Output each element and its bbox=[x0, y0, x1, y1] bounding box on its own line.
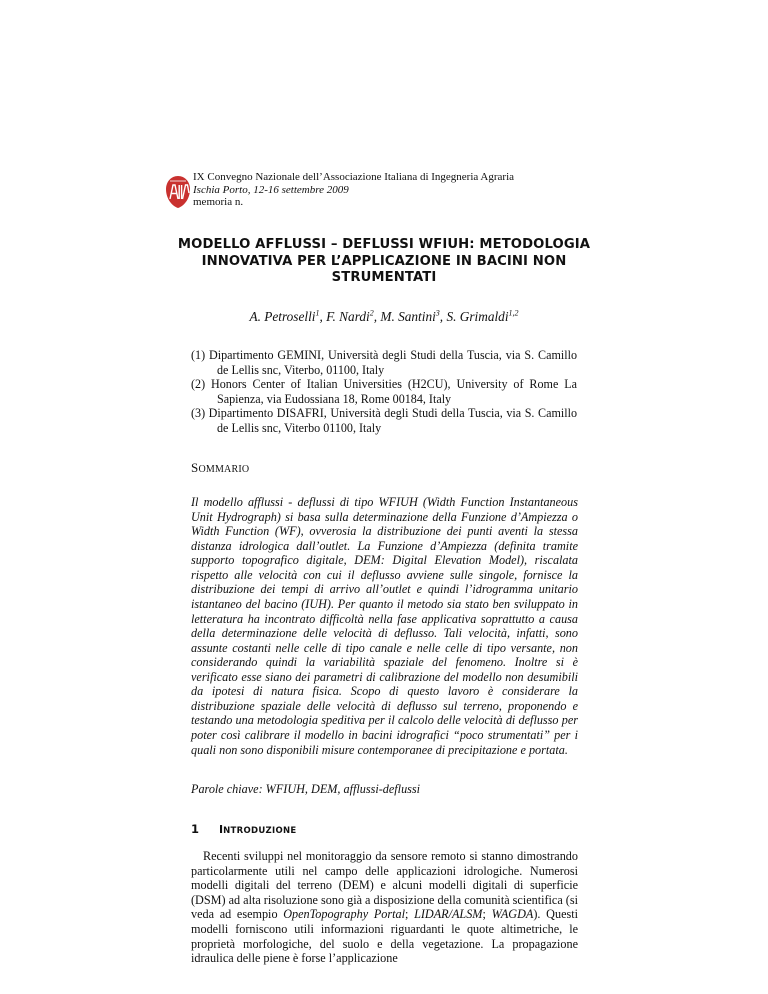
conference-info bbox=[193, 171, 514, 209]
sommario-heading-initial: S bbox=[191, 460, 199, 475]
conference-name: IX Convegno Nazionale dell’Associazione Italiana di Ingegneria Agraria bbox=[193, 171, 515, 183]
paper-title bbox=[150, 237, 618, 287]
intro-separator: ; bbox=[482, 907, 492, 922]
author-name: F. Nardi bbox=[326, 309, 370, 324]
author-affil-sup: 1,2 bbox=[508, 308, 519, 318]
affiliation-item bbox=[191, 406, 577, 435]
author-affil-sup: 1 bbox=[315, 308, 320, 318]
conference-header bbox=[165, 171, 625, 215]
affiliation-list bbox=[191, 348, 577, 436]
author-name: M. Santini bbox=[380, 309, 436, 324]
affiliation-label: (1) bbox=[191, 348, 206, 362]
title-line-2: INNOVATIVA PER L’APPLICAZIONE IN BACINI NON bbox=[201, 253, 567, 269]
conference-location: Ischia Porto, 12-16 settembre 2009 bbox=[193, 183, 349, 196]
intro-ref-wagda: WAGDA bbox=[491, 907, 534, 922]
memoria-label: memoria n. bbox=[193, 196, 244, 208]
abstract-text: Il modello afflussi - deflussi di tipo WFIUH (Width Function Instantaneous Unit Hydrograph) si basa sulla determinazione della Funzione d’Ampiezza o Width Function (WF), ovverosia la distribuzione dei punti aventi la stessa distanza idrologica dall’outlet. La Funzione d’Ampiezza (definita tramite supporto topografico digitale, DEM: Digital Elevation Model), riscalata rispetto alle velocità con cui il deflusso avviene sulle singole, fornisce la distribuzione dei tempi di arrivo all’outlet e quindi l’idrogramma unitario istantaneo del bacino (IUH). Per quanto il metodo sia stato ben sviluppato in letteratura ha incontrato difficoltà nella fase applicativa soprattutto a causa della determinazione delle velocità di deflusso. Tali velocità, infatti, sono assunte costanti nelle celle di tipo canale e nelle celle di tipo versante, non considerando quindi la variabilità spaziale del fenomeno. Inoltre si è verificato esse siano dei parametri di calibrazione del modello non desumibili da ipotesi di natura fisica. Scopo di questo lavoro è considerare la distribuzione spaziale delle velocità di deflusso sul terreno, proponendo e testando una metodologia speditiva per il calcolo delle velocità di deflusso per poter così calibrare il modello in bacini idrografici “poco strumentati” per i quali non sono disponibili misure contemporanee di precipitazione e portata. bbox=[191, 495, 578, 757]
intro-text: Recenti sviluppi nel monitoraggio da sensore remoto si stanno dimostrando particolarmente utili nel campo delle applicazioni idrologiche. Numerosi modelli digitali del terreno (DEM) e alcuni modelli digitali di superficie (DSM) ad alta risoluzione sono già a disposizione della comunità scientifica (si veda ad esempio bbox=[191, 849, 578, 922]
author-list: A. Petroselli$^1$, F. Nardi$^2$, M. Santini$^3$, S. Grimaldi$^{1,2}$ bbox=[249, 308, 519, 324]
author-name: A. Petroselli bbox=[249, 309, 316, 324]
author-name: S. Grimaldi bbox=[446, 309, 509, 324]
sommario-heading-rest: OMMARIO bbox=[198, 464, 250, 475]
affiliation-label: (2) bbox=[191, 377, 206, 392]
keywords: Parole chiave: WFIUH, DEM, afflussi-deflussi bbox=[191, 782, 421, 796]
title-line-1: MODELLO AFFLUSSI – DEFLUSSI WFIUH: METODOLOGIA bbox=[177, 237, 591, 252]
title-line-3: STRUMENTATI bbox=[331, 270, 437, 285]
section-title-rest: NTRODUZIONE bbox=[223, 826, 297, 836]
affiliation-item bbox=[191, 348, 577, 377]
aiia-logo-icon bbox=[165, 175, 191, 209]
intro-separator: ; bbox=[404, 907, 415, 922]
affiliation-text: Honors Center of Italian Universities (H2CU), University of Rome La Sapienza, via Eudossiana 18, Rome 00184, Italy bbox=[211, 377, 577, 406]
affiliation-label: (3) bbox=[191, 406, 206, 421]
intro-paragraph bbox=[191, 849, 578, 966]
intro-ref-lidar: LIDAR/ALSM bbox=[414, 907, 483, 922]
affiliation-item bbox=[191, 377, 577, 406]
section-heading bbox=[191, 822, 297, 836]
affiliation-text: Dipartimento GEMINI, Università degli Studi della Tuscia, via S. Camillo de Lellis snc, Viterbo, 01100, Italy bbox=[209, 348, 577, 377]
section-title-initial: I bbox=[219, 823, 224, 836]
affiliation-text: Dipartimento DISAFRI, Università degli Studi della Tuscia, via S. Camillo de Lellis snc, Viterbo 01100, Italy bbox=[208, 406, 577, 435]
sommario-heading bbox=[191, 460, 249, 476]
intro-text-continued: ). Questi modelli forniscono utili informazioni riguardanti le quote altimetriche, le proprietà morfologiche, del suolo e della vegetazione. La propagazione idraulica delle piene è forse l’applicazione bbox=[191, 907, 578, 966]
section-number: 1 bbox=[191, 822, 200, 836]
author-affil-sup: 2 bbox=[369, 308, 374, 318]
author-affil-sup: 3 bbox=[435, 308, 440, 318]
intro-ref-opentopography: OpenTopography Portal bbox=[283, 907, 405, 922]
